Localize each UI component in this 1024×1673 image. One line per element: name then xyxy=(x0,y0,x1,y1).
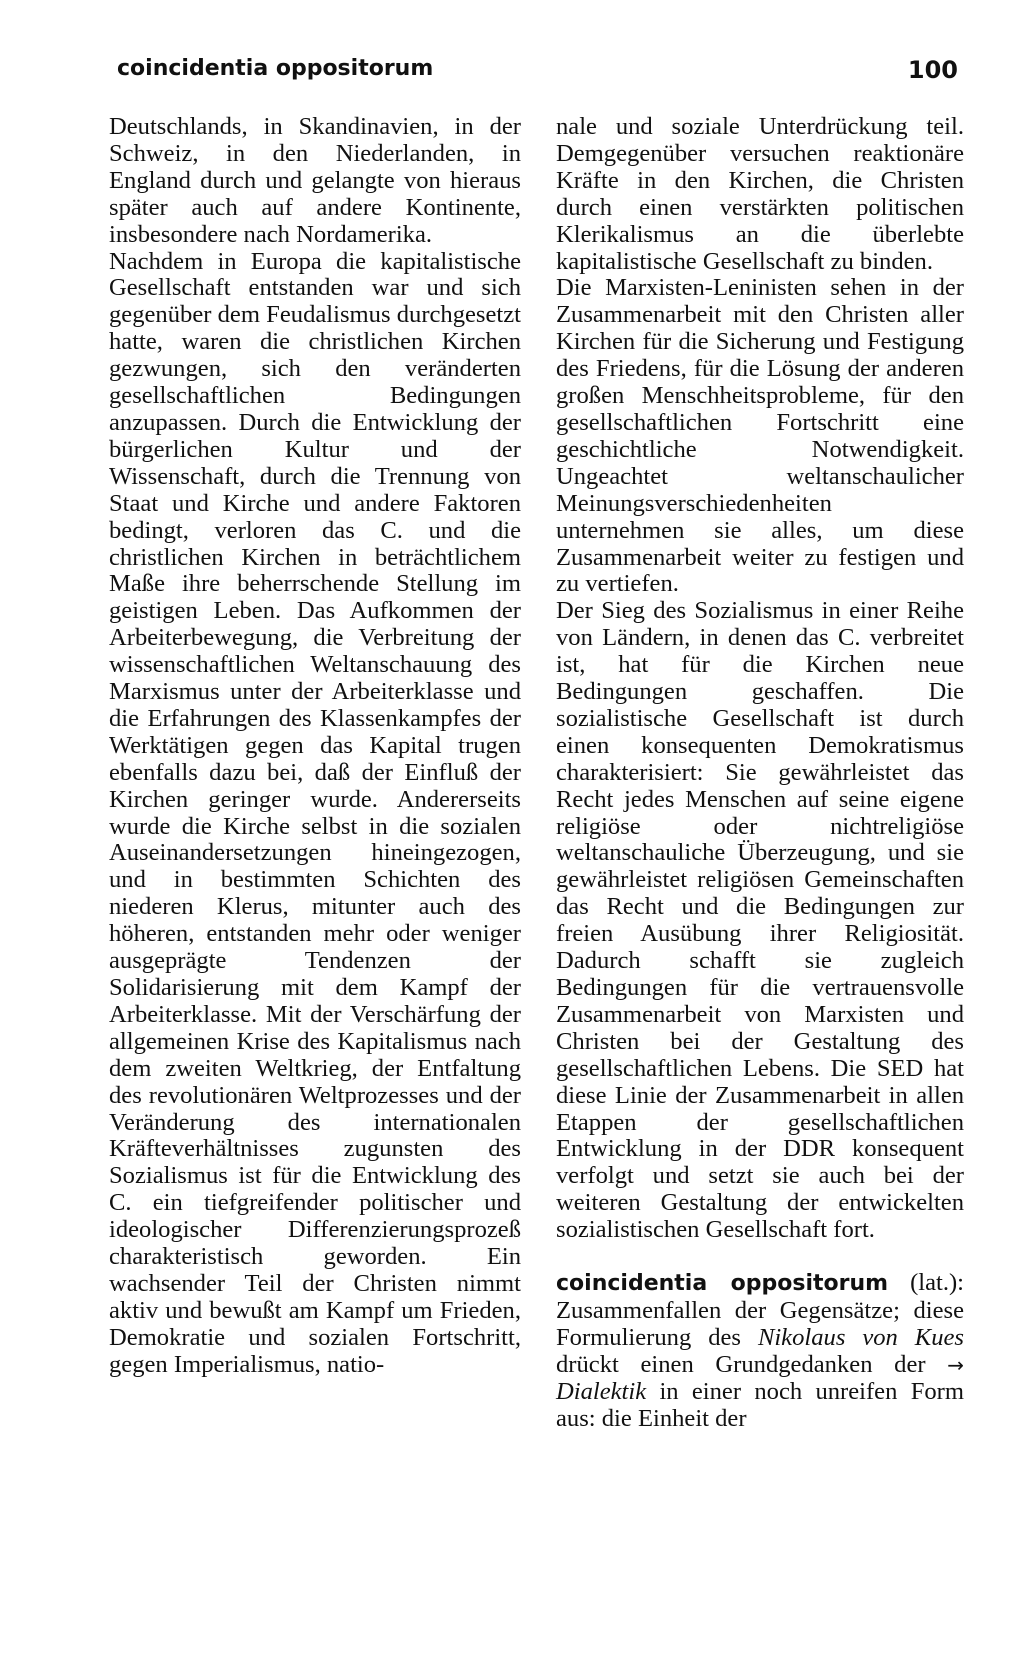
person-name: Nikolaus von Kues xyxy=(757,1323,964,1351)
paragraph: Der Sieg des Sozialismus in einer Reihe von Ländern, in denen das C. verbreitet ist, hat für die Kirchen neue Bedingungen geschaffen. Die sozialistische Gesellschaft ist durch einen konsequenten Demokratismus charakterisiert: Sie gewährleistet das Recht jedes Menschen auf seine eigene religiöse oder nichtreligiöse weltanschauliche Überzeugung, und sie gewährleistet religiösen Gemeinschaften das Recht und die Bedingungen zur freien Ausübung ihrer Religiosität. Dadurch schafft sie zugleich Bedingungen für die vertrauensvolle Zusammenarbeit von Marxisten und Christen bei der Gestaltung des gesellschaftlichen Lebens. Die SED hat diese Linie der Zusammenarbeit in allen Etappen der gesellschaftlichen Entwicklung in der DDR konsequent verfolgt und setzt sie auch bei der weiteren Gestaltung der entwickelten sozialistischen Gesellschaft fort. xyxy=(556,597,964,1244)
entry-language-note: (lat.): xyxy=(888,1269,965,1297)
running-header xyxy=(117,56,958,96)
entry-term: coincidentia oppositorum xyxy=(556,1271,889,1297)
right-column xyxy=(556,114,964,1433)
paragraph: Die Marxisten-Leninisten sehen in der Zusammenarbeit mit den Christen aller Kirchen für die Sicherung und Festigung des Friedens, für die Lösung der anderen großen Menschheitsprobleme, für den gesellschaftlichen Fortschritt eine geschichtliche Notwendigkeit. Ungeachtet weltanschaulicher Meinungsverschiedenheiten unternehmen sie alles, um diese Zusammenarbeit weiter zu festigen und zu vertiefen. xyxy=(556,274,964,598)
running-headword: coincidentia oppositorum xyxy=(117,56,434,81)
paragraph: nale und soziale Unterdrückung teil. Demgegenüber versuchen reaktionäre Kräfte in den Kirchen, die Christen durch einen verstärkten politischen Klerikalismus an die überlebte kapitalistische Gesellschaft zu binden. xyxy=(556,113,964,275)
entry-text: drückt einen Grundgedanken der xyxy=(556,1350,948,1378)
left-column xyxy=(109,114,521,1379)
entry-text: Zusammenfallen der Gegensätze; diese Formulierung des xyxy=(556,1296,964,1351)
paragraph: Deutschlands, in Skandinavien, in der Schweiz, in den Niederlanden, in England durch und gelangte von hieraus später auch auf andere Kontinente, insbesondere nach Nordamerika. xyxy=(109,113,521,248)
cross-reference-arrow-icon: → xyxy=(947,1352,964,1377)
dictionary-entry xyxy=(556,1270,964,1432)
page-number: 100 xyxy=(907,56,958,84)
paragraph: Nachdem in Europa die kapitalistische Gesellschaft entstanden war und sich gegenüber dem Feudalismus durchgesetzt hatte, waren die christlichen Kirchen gezwungen, sich den veränderten gesellschaftlichen Bedingungen anzupassen. Durch die Entwicklung der bürgerlichen Kultur und der Wissenschaft, durch die Trennung von Staat und Kirche und andere Faktoren bedingt, verloren das C. und die christlichen Kirchen in beträchtlichem Maße ihre beherrschende Stellung im geistigen Leben. Das Aufkommen der Arbeiterbewegung, die Verbreitung der wissenschaftlichen Weltanschauung des Marxismus unter der Arbeiterklasse und die Erfahrungen des Klassenkampfes der Werktätigen gegen das Kapital trugen ebenfalls dazu bei, daß der Einfluß der Kirchen geringer wurde. Andererseits wurde die Kirche selbst in die sozialen Auseinandersetzungen hineingezogen, und in bestimmten Schichten des niederen Klerus, mitunter auch des höheren, entstanden mehr oder weniger ausgeprägte Tendenzen der Solidarisierung mit dem Kampf der Arbeiterklasse. Mit der Verschärfung der allgemeinen Krise des Kapitalismus nach dem zweiten Weltkrieg, der Entfaltung des revolutionären Weltprozesses und der Veränderung des internationalen Kräfteverhältnisses zugunsten des Sozialismus ist für die Entwicklung des C. ein tiefgreifender politischer und ideologischer Differenzierungsprozeß charakteristisch geworden. Ein wachsender Teil der Christen nimmt aktiv und bewußt am Kampf um Frieden, Demokratie und sozialen Fortschritt, gegen Imperialismus, natio- xyxy=(109,247,521,1378)
cross-reference-link[interactable]: Dialektik xyxy=(556,1377,647,1405)
entry-text: in einer noch unreifen Form aus: die Einheit der xyxy=(556,1377,964,1432)
